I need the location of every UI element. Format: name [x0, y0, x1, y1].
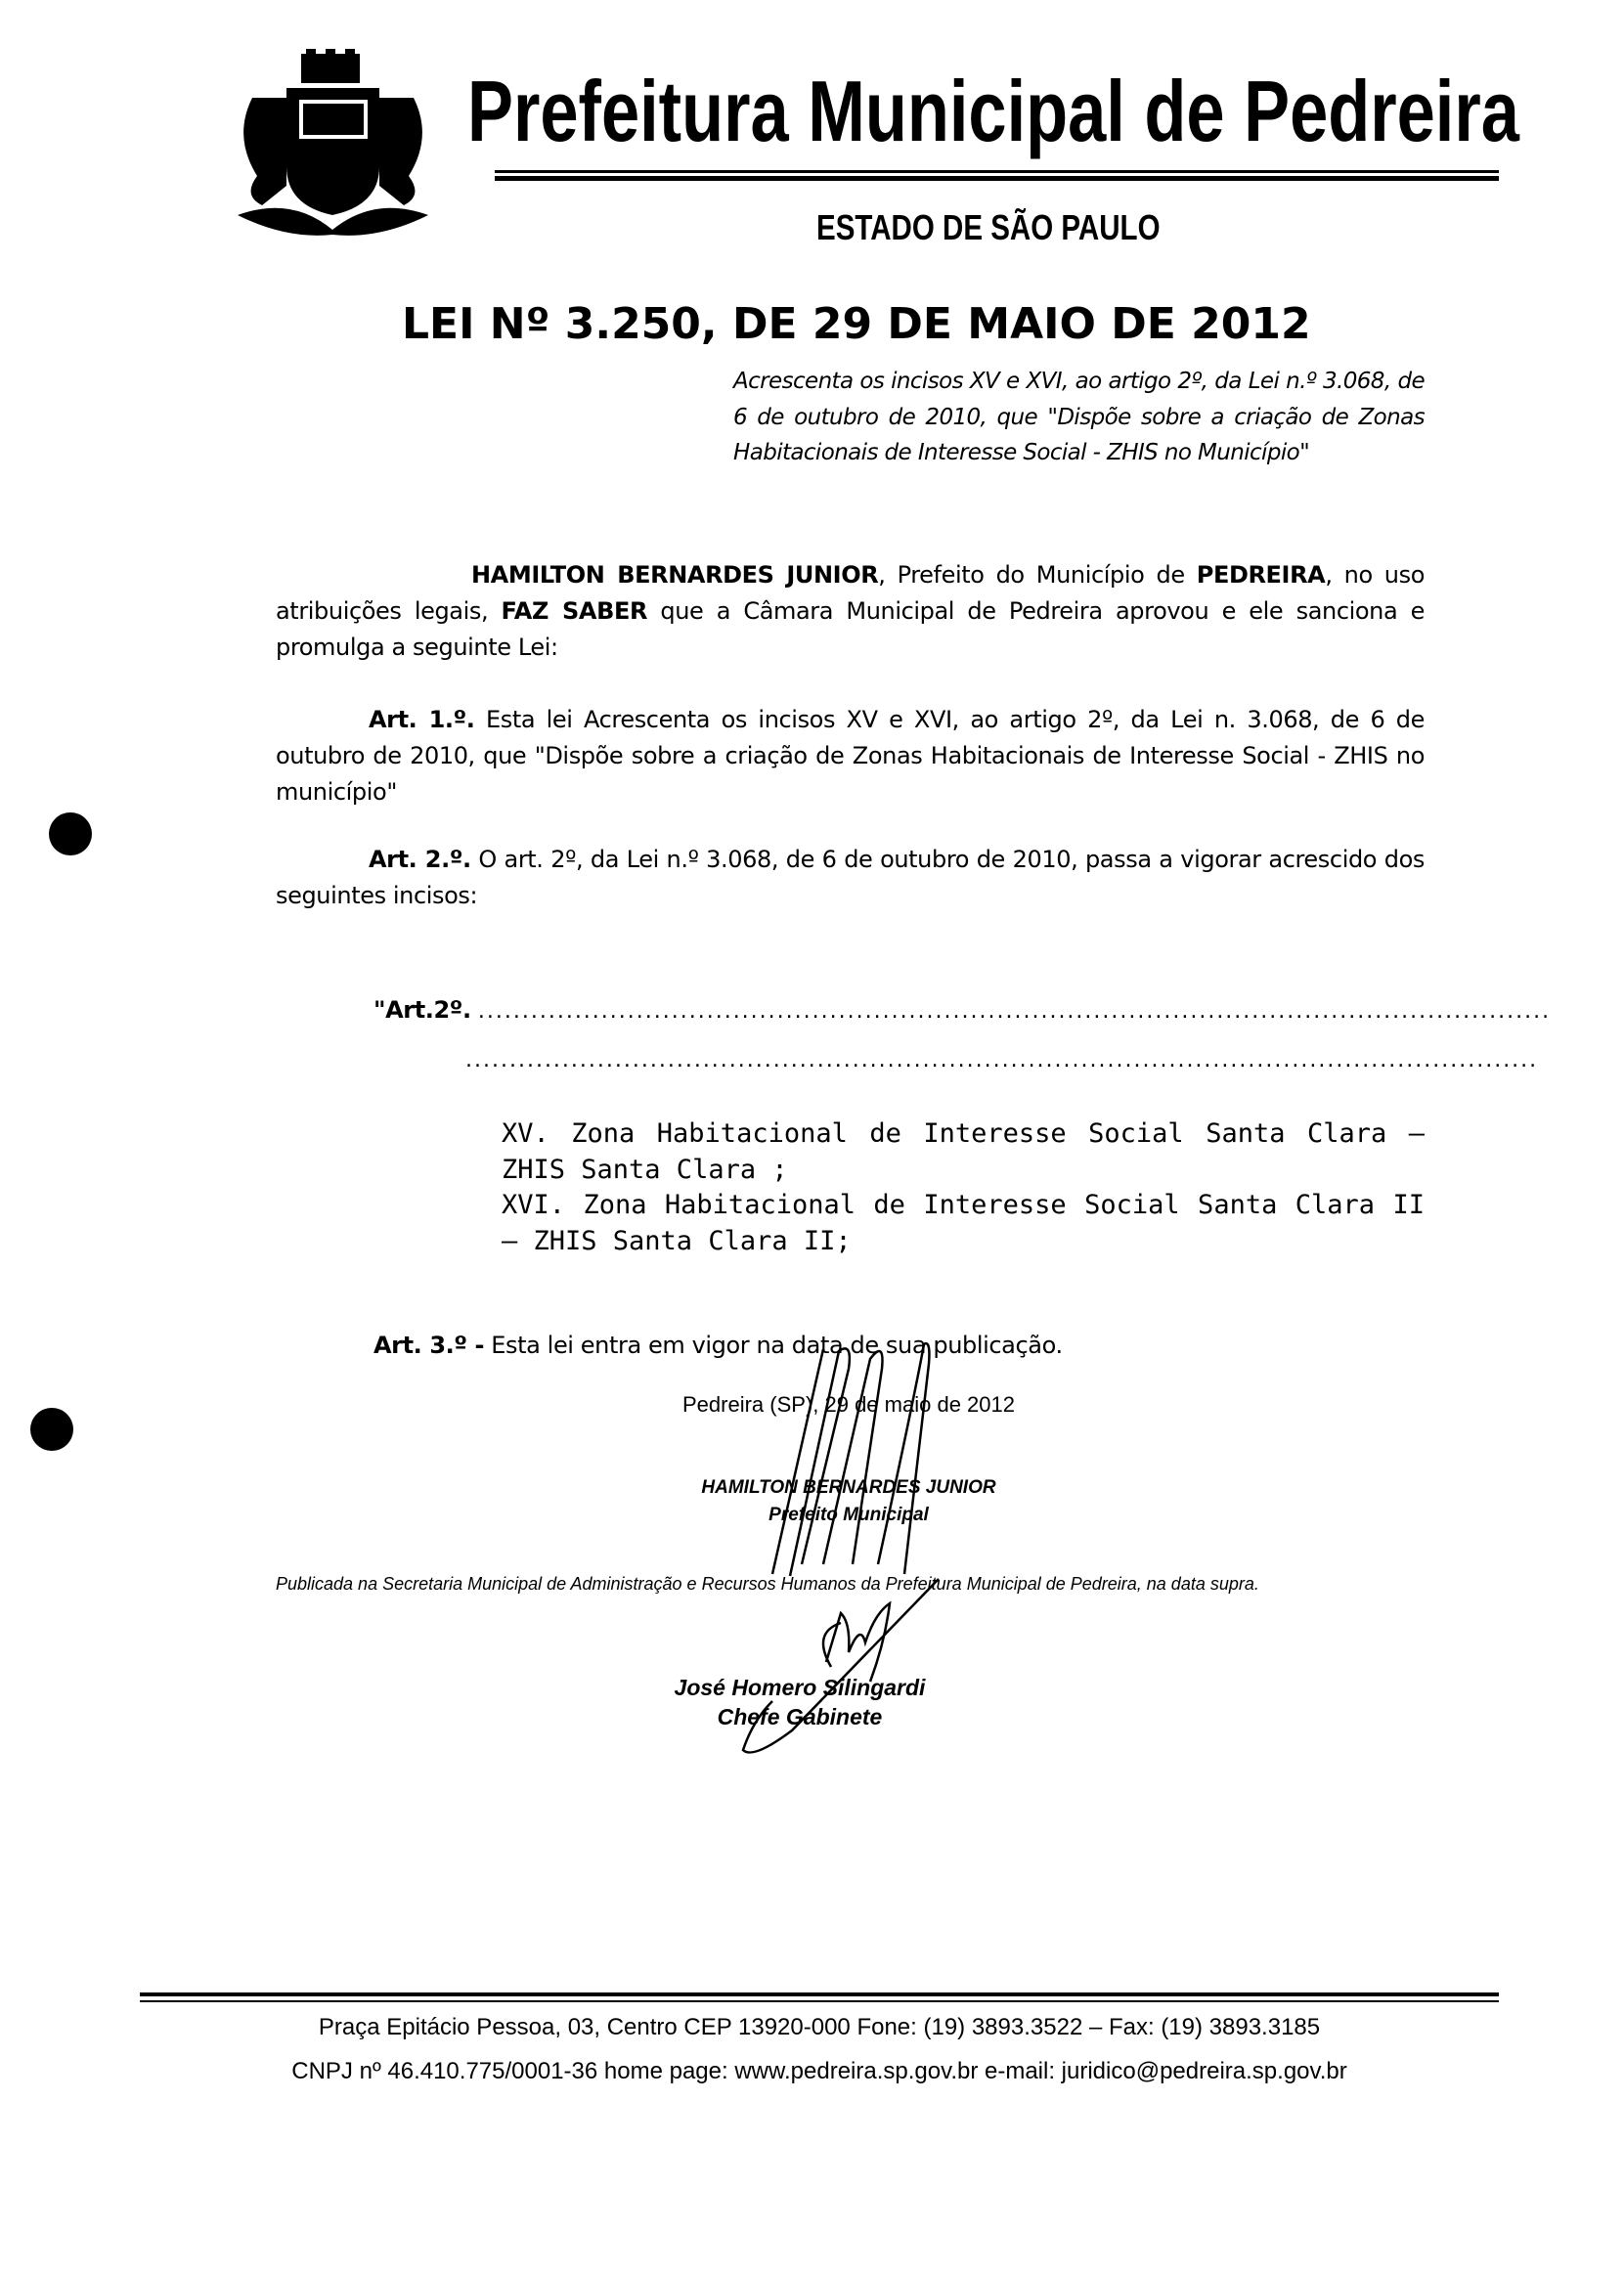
faz-saber: FAZ SABER — [501, 597, 648, 625]
article-text: O art. 2º, da Lei n.º 3.068, de 6 de outubro de 2010, passa a vigorar acrescido dos seguintes incisos: — [276, 846, 1425, 909]
chief-name: José Homero Silingardi — [674, 1675, 926, 1700]
footer-address: Praça Epitácio Pessoa, 03, Centro CEP 13920-000 Fone: (19) 3893.3522 – Fax: (19) 3893.3185 — [318, 2014, 1321, 2040]
punch-hole — [49, 812, 92, 855]
inciso-xvi: XVI. Zona Habitacional de Interesse Social Santa Clara II – ZHIS Santa Clara II; — [502, 1190, 1425, 1256]
article-1 — [276, 702, 1425, 810]
article-label: Art. 3.º - — [373, 1332, 485, 1359]
article-text: Esta lei entra em vigor na data de sua publicação. — [484, 1332, 1063, 1359]
quoted-article — [373, 992, 1552, 1029]
chief-title: Chefe Gabinete — [717, 1704, 883, 1729]
footer-rule — [140, 2000, 1499, 2002]
preamble-text: , no uso atribuições legais, — [276, 561, 1426, 625]
law-title: LEI Nº 3.250, DE 29 DE MAIO DE 2012 — [402, 299, 1311, 349]
article-2 — [276, 842, 1425, 914]
dotted-line: .......................................................................................................................... — [477, 999, 1552, 1024]
dotted-line: .......................................................................................................................... — [465, 1048, 1539, 1072]
mayor-title: Prefeito Municipal — [768, 1505, 929, 1525]
inciso-xv: XV. Zona Habitacional de Interesse Social Santa Clara – ZHIS Santa Clara ; — [502, 1118, 1425, 1185]
header-subtitle: ESTADO DE SÃO PAULO — [816, 207, 1161, 247]
footer-rule-thick — [140, 1992, 1499, 1996]
law-ementa: Acrescenta os incisos XV e XVI, ao artigo 2º, da Lei n.º 3.068, de 6 de outubro de 2010, que "Dispõe sobre a criação de Zonas Habitacionais de Interesse Social - ZHIS no Município" — [733, 369, 1425, 465]
article-label: Art. 2.º. — [369, 846, 471, 873]
punch-hole — [30, 1408, 73, 1451]
mayor-name-signature: HAMILTON BERNARDES JUNIOR — [701, 1477, 996, 1498]
header-title: Prefeitura Municipal de Pedreira — [467, 63, 1519, 159]
quoted-article-label: "Art.2º. — [373, 996, 471, 1024]
footer-contact: CNPJ nº 46.410.775/0001-36 home page: www.pedreira.sp.gov.br e-mail: juridico@pedreira.sp.gov.br — [291, 2058, 1347, 2084]
mayor-name: HAMILTON BERNARDES JUNIOR — [471, 561, 879, 589]
header-rule-thick — [495, 176, 1499, 181]
preamble — [276, 557, 1425, 666]
incisos — [502, 1116, 1425, 1259]
coat-of-arms-logo — [233, 49, 433, 240]
preamble-text: que a Câmara Municipal de Pedreira aprovou e ele sanciona e promulga a seguinte Lei: — [276, 597, 1425, 661]
article-3 — [373, 1328, 1522, 1364]
article-label: Art. 1.º. — [369, 706, 475, 733]
city-name: PEDREIRA — [1196, 561, 1326, 589]
article-text: Esta lei Acrescenta os incisos XV e XVI, ao artigo 2º, da Lei n. 3.068, de 6 de outubro de 2010, que "Dispõe sobre a criação de Zonas Habitacionais de Interesse Social - ZHIS no município" — [276, 706, 1425, 806]
place-date: Pedreira (SP), 29 de maio de 2012 — [682, 1392, 1015, 1417]
preamble-text: , Prefeito do Município de — [878, 561, 1197, 589]
header-rule — [495, 170, 1499, 173]
publication-note: Publicada na Secretaria Municipal de Administração e Recursos Humanos da Prefeitura Municipal de Pedreira, na data supra. — [276, 1574, 1259, 1594]
